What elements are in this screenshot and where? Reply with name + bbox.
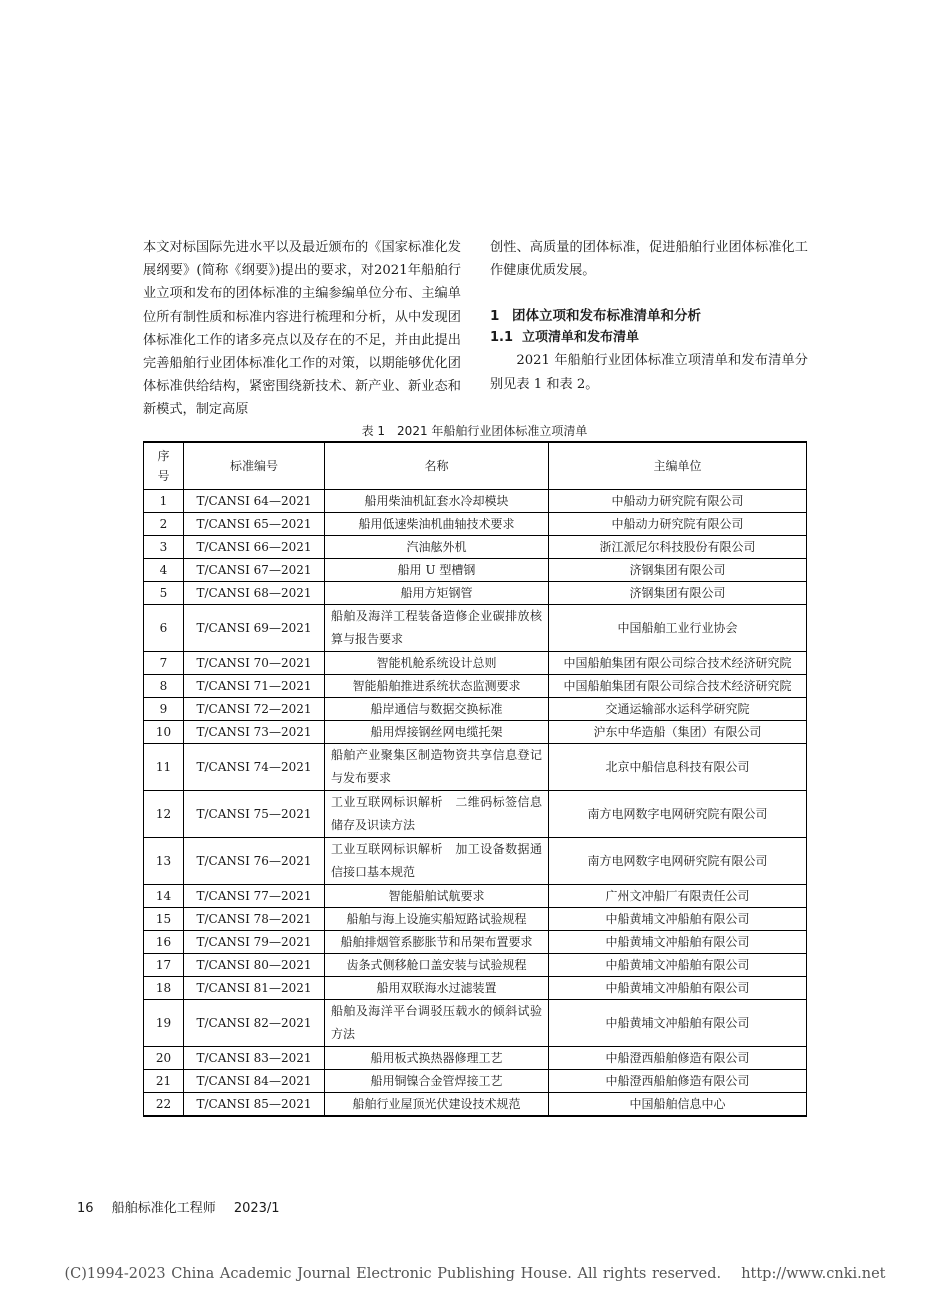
cell-code: T/CANSI 83—2021	[184, 1047, 325, 1070]
cell-name: 船用铜镍合金管焊接工艺	[325, 1070, 549, 1093]
table-row	[144, 605, 807, 652]
cell-unit: 中国船舶集团有限公司综合技术经济研究院	[549, 652, 807, 675]
table-row	[144, 513, 807, 536]
table-caption: 表 1 2021 年船舶行业团体标准立项清单	[361, 424, 588, 438]
cell-unit: 中船黄埔文冲船舶有限公司	[549, 908, 807, 931]
table-row	[144, 698, 807, 721]
cell-seq: 17	[144, 954, 184, 977]
standards-table	[143, 441, 807, 1117]
page-footer	[77, 1197, 294, 1216]
cell-seq: 14	[144, 885, 184, 908]
header-unit: 主编单位	[549, 442, 807, 490]
table-row	[144, 1093, 807, 1117]
header-seq: 序号	[144, 442, 184, 490]
cell-unit: 浙江派尼尔科技股份有限公司	[549, 536, 807, 559]
table-row	[144, 744, 807, 791]
cell-unit: 广州文冲船厂有限责任公司	[549, 885, 807, 908]
cell-code: T/CANSI 85—2021	[184, 1093, 325, 1117]
cell-code: T/CANSI 65—2021	[184, 513, 325, 536]
cell-name: 船用焊接钢丝网电缆托架	[325, 721, 549, 744]
cell-seq: 2	[144, 513, 184, 536]
table-row	[144, 490, 807, 513]
cell-code: T/CANSI 64—2021	[184, 490, 325, 513]
cell-code: T/CANSI 80—2021	[184, 954, 325, 977]
cell-seq: 1	[144, 490, 184, 513]
table-row	[144, 721, 807, 744]
cell-seq: 22	[144, 1093, 184, 1117]
table-row	[144, 1047, 807, 1070]
table-row	[144, 931, 807, 954]
cell-seq: 5	[144, 582, 184, 605]
table-row	[144, 954, 807, 977]
subsection-heading	[490, 327, 808, 349]
cell-unit: 中国船舶信息中心	[549, 1093, 807, 1117]
cell-code: T/CANSI 77—2021	[184, 885, 325, 908]
cell-unit: 北京中船信息科技有限公司	[549, 744, 807, 791]
cell-name: 船舶行业屋顶光伏建设技术规范	[325, 1093, 549, 1117]
cell-seq: 7	[144, 652, 184, 675]
cell-seq: 6	[144, 605, 184, 652]
cell-name: 汽油舷外机	[325, 536, 549, 559]
cell-code: T/CANSI 84—2021	[184, 1070, 325, 1093]
table-row	[144, 1070, 807, 1093]
section-title: 团体立项和发布标准清单和分析	[512, 308, 701, 325]
cell-code: T/CANSI 81—2021	[184, 977, 325, 1000]
cell-seq: 3	[144, 536, 184, 559]
left-column	[143, 236, 461, 422]
cell-name: 船用板式换热器修理工艺	[325, 1047, 549, 1070]
cell-seq: 12	[144, 791, 184, 838]
cell-code: T/CANSI 72—2021	[184, 698, 325, 721]
cell-name: 船舶及海洋平台调驳压载水的倾斜试验方法	[325, 1000, 549, 1047]
cell-unit: 中船动力研究院有限公司	[549, 490, 807, 513]
page-number: 16	[77, 1201, 94, 1216]
cell-seq: 4	[144, 559, 184, 582]
table-body	[144, 490, 807, 1117]
cell-code: T/CANSI 69—2021	[184, 605, 325, 652]
cell-unit: 济钢集团有限公司	[549, 559, 807, 582]
cell-seq: 16	[144, 931, 184, 954]
cell-unit: 中国船舶工业行业协会	[549, 605, 807, 652]
cell-code: T/CANSI 66—2021	[184, 536, 325, 559]
table-row	[144, 838, 807, 885]
table-row	[144, 908, 807, 931]
subsection-title: 立项清单和发布清单	[522, 330, 640, 346]
table-row	[144, 791, 807, 838]
cell-name: 船用低速柴油机曲轴技术要求	[325, 513, 549, 536]
cell-code: T/CANSI 78—2021	[184, 908, 325, 931]
cell-unit: 中船黄埔文冲船舶有限公司	[549, 931, 807, 954]
table-row	[144, 536, 807, 559]
cell-name: 船用 U 型槽钢	[325, 559, 549, 582]
table-row	[144, 582, 807, 605]
cell-code: T/CANSI 74—2021	[184, 744, 325, 791]
cell-seq: 18	[144, 977, 184, 1000]
cell-name: 船用双联海水过滤装置	[325, 977, 549, 1000]
cell-unit: 中船澄西船舶修造有限公司	[549, 1047, 807, 1070]
cell-seq: 20	[144, 1047, 184, 1070]
cell-code: T/CANSI 75—2021	[184, 791, 325, 838]
cell-name: 工业互联网标识解析 加工设备数据通信接口基本规范	[325, 838, 549, 885]
cell-code: T/CANSI 82—2021	[184, 1000, 325, 1047]
cell-unit: 中船黄埔文冲船舶有限公司	[549, 954, 807, 977]
cell-code: T/CANSI 73—2021	[184, 721, 325, 744]
cell-name: 智能机舱系统设计总则	[325, 652, 549, 675]
body-paragraph: 本文对标国际先进水平以及最近颁布的《国家标准化发展纲要》(简称《纲要》)提出的要求，对2021年船舶行业立项和发布的团体标准的主编参编单位分布、主编单位所有制性质和标准内容进行梳理和分析，从中发现团体标准化工作的诸多亮点以及存在的不足，并由此提出完善船舶行业团体标准化工作的对策，以期能够优化团体标准供给结构，紧密围绕新技术、新产业、新业态和新模式，制定高原	[143, 240, 461, 418]
cell-name: 船用柴油机缸套水冷却模块	[325, 490, 549, 513]
cell-unit: 南方电网数字电网研究院有限公司	[549, 838, 807, 885]
table-header-row	[144, 442, 807, 490]
journal-issue: 2023/1	[233, 1201, 280, 1216]
body-paragraph-continued: 创性、高质量的团体标准，促进船舶行业团体标准化工作健康优质发展。	[490, 240, 808, 279]
cell-seq: 8	[144, 675, 184, 698]
cell-name: 船岸通信与数据交换标准	[325, 698, 549, 721]
cell-seq: 9	[144, 698, 184, 721]
cell-unit: 沪东中华造船（集团）有限公司	[549, 721, 807, 744]
cell-code: T/CANSI 68—2021	[184, 582, 325, 605]
cell-unit: 中船黄埔文冲船舶有限公司	[549, 977, 807, 1000]
cell-seq: 15	[144, 908, 184, 931]
copyright-notice: (C)1994-2023 China Academic Journal Electronic Publishing House. All rights reserved. http://www.cnki.net	[64, 1266, 886, 1282]
cell-name: 智能船舶试航要求	[325, 885, 549, 908]
cell-code: T/CANSI 71—2021	[184, 675, 325, 698]
table-row	[144, 652, 807, 675]
table-row	[144, 885, 807, 908]
body-paragraph: 2021 年船舶行业团体标准立项清单和发布清单分别见表 1 和表 2。	[490, 353, 808, 392]
header-name: 名称	[325, 442, 549, 490]
cell-code: T/CANSI 79—2021	[184, 931, 325, 954]
cell-seq: 11	[144, 744, 184, 791]
table-row	[144, 675, 807, 698]
header-code: 标准编号	[184, 442, 325, 490]
journal-name: 船舶标准化工程师	[111, 1201, 216, 1216]
cell-name: 船舶产业聚集区制造物资共享信息登记与发布要求	[325, 744, 549, 791]
cell-seq: 10	[144, 721, 184, 744]
cell-code: T/CANSI 70—2021	[184, 652, 325, 675]
cell-code: T/CANSI 67—2021	[184, 559, 325, 582]
cell-name: 智能船舶推进系统状态监测要求	[325, 675, 549, 698]
cell-seq: 21	[144, 1070, 184, 1093]
cell-name: 船舶排烟管系膨胀节和吊架布置要求	[325, 931, 549, 954]
subsection-number: 1.1	[490, 330, 514, 346]
table-row	[144, 977, 807, 1000]
section-heading	[490, 305, 808, 327]
cell-seq: 13	[144, 838, 184, 885]
cell-unit: 中船澄西船舶修造有限公司	[549, 1070, 807, 1093]
cell-name: 船舶及海洋工程装备造修企业碳排放核算与报告要求	[325, 605, 549, 652]
right-column	[490, 236, 808, 396]
cell-name: 船舶与海上设施实船短路试验规程	[325, 908, 549, 931]
table-row	[144, 559, 807, 582]
cell-unit: 济钢集团有限公司	[549, 582, 807, 605]
cell-unit: 中国船舶集团有限公司综合技术经济研究院	[549, 675, 807, 698]
cell-seq: 19	[144, 1000, 184, 1047]
cell-name: 工业互联网标识解析 二维码标签信息储存及识读方法	[325, 791, 549, 838]
cell-name: 齿条式侧移舱口盖安装与试验规程	[325, 954, 549, 977]
cell-unit: 交通运输部水运科学研究院	[549, 698, 807, 721]
table-row	[144, 1000, 807, 1047]
cell-unit: 中船黄埔文冲船舶有限公司	[549, 1000, 807, 1047]
cell-name: 船用方矩钢管	[325, 582, 549, 605]
cell-unit: 中船动力研究院有限公司	[549, 513, 807, 536]
section-number: 1	[490, 308, 500, 325]
cell-unit: 南方电网数字电网研究院有限公司	[549, 791, 807, 838]
cell-code: T/CANSI 76—2021	[184, 838, 325, 885]
